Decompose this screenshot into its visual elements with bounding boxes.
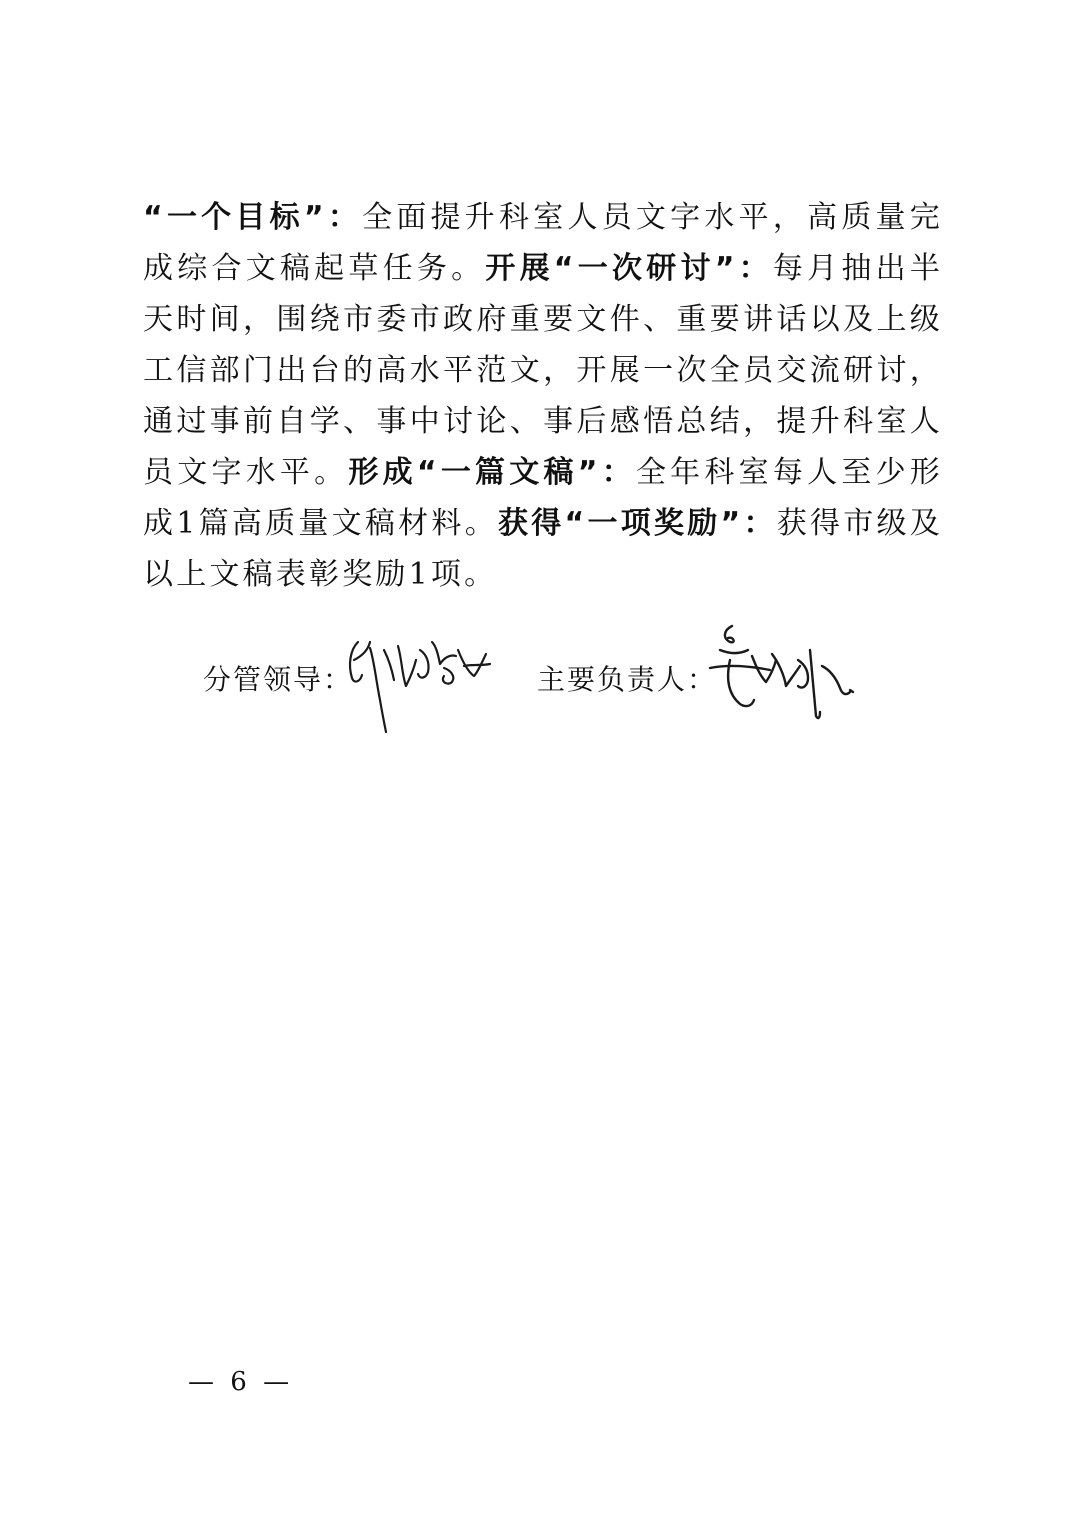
principal-leader-signature [700,620,860,730]
seminar-text: 每月抽出半天时间，围绕市委市政府重要文件、重要讲话以及上级工信部门出台的高水平范文，开展一次全员交流研讨，通过事前自学、事中讨论、事后感悟总结，提升科室人员文字水平。 [143,251,944,490]
award-text: 获得市级及以上文稿表彰奖励1项。 [143,506,944,592]
goal-heading: “一个目标”： [143,200,363,235]
goal-text: 全面提升科室人员文字水平，高质量完成综合文稿起草任务。 [143,200,943,286]
seminar-heading: 开展“一次研讨”： [485,251,773,286]
signature-row [0,620,1080,750]
supervising-leader-signature [340,620,500,740]
page-number: — 6 — [188,1367,294,1397]
signature-right-graphic [700,620,860,730]
manuscript-heading: 形成“一篇文稿”： [348,455,636,490]
manuscript-text: 全年科室每人至少形成1篇高质量文稿材料。 [143,455,943,541]
principal-leader-label: 主要负责人： [537,663,718,696]
supervising-leader-label: 分管领导： [203,663,354,696]
award-heading: 获得“一项奖励”： [497,506,777,541]
signature-left-graphic [340,620,500,740]
body-paragraph [143,192,943,600]
